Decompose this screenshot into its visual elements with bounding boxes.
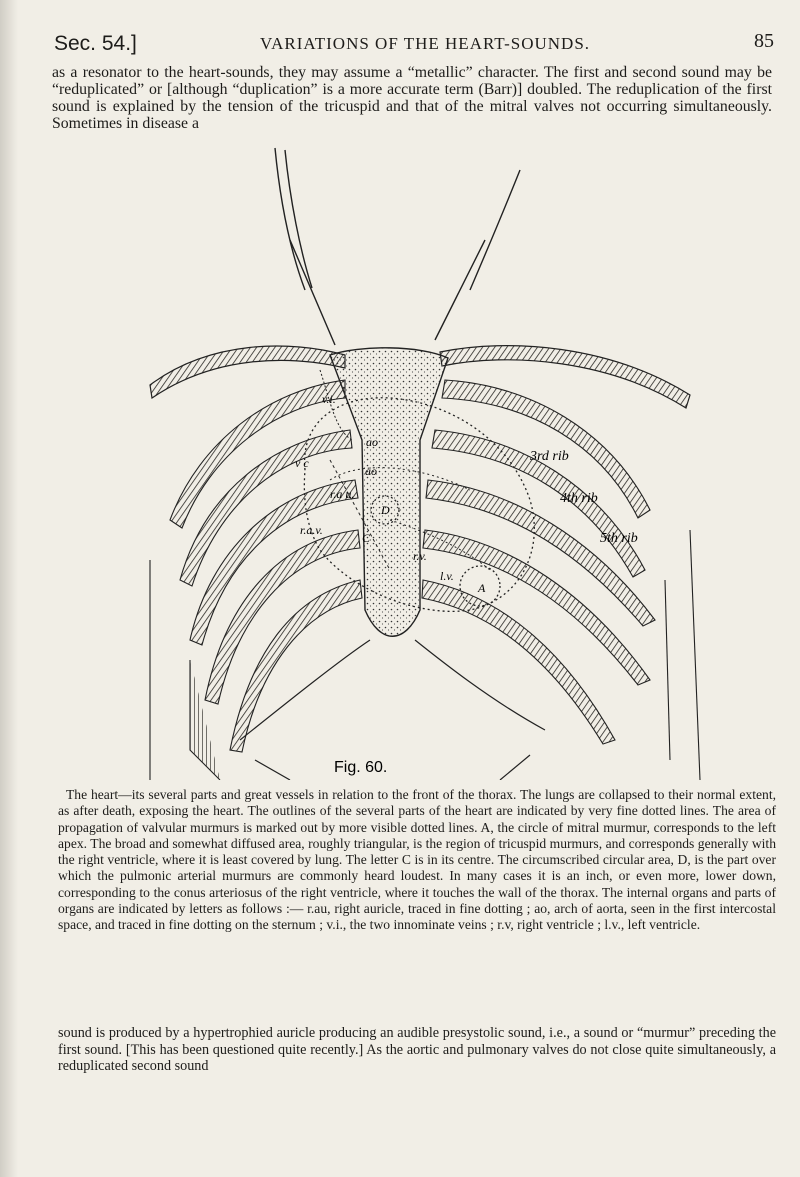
thorax-illustration <box>90 140 750 780</box>
label-rib5: 5th rib <box>600 531 638 546</box>
page-header <box>40 30 780 64</box>
right-ribs <box>150 380 362 780</box>
label-rau: r.a u. <box>330 487 355 501</box>
label-rib3: 3rd rib <box>530 449 569 464</box>
neck-outline <box>275 148 520 345</box>
body-text: sound is produced by a hypertrophied auricle producing an audible presystolic sound, i.e., a sound or “murmur” preceding the first sound. [This has been questioned quite recently.] As the aortic and pulmonary valves do not close quite simultaneously, a reduplicated second sound <box>58 1025 776 1075</box>
left-ribs <box>422 380 700 780</box>
label-a: A <box>478 581 486 595</box>
label-rib4: 4th rib <box>560 491 598 506</box>
figure-label: Fig. 60. <box>334 759 388 776</box>
label-lv: l.v. <box>440 569 454 583</box>
intro-text: as a resonator to the heart-sounds, they may assume a “metallic” character. The first and second sound may be “reduplicated” or [although “duplication” is a more accurate term (Barr)] doubled. The reduplication of the first sound is explained by the tension of the tricuspid and that of the mitral valves not occurring simultaneously. Sometimes in disease a <box>52 64 772 132</box>
label-d: D <box>381 503 390 517</box>
thorax-heart-figure <box>90 140 750 780</box>
label-vc: v c <box>295 456 309 470</box>
label-ao-lower: ao <box>365 464 377 478</box>
label-vi: v.i. <box>322 392 336 406</box>
label-ao-upper: ao <box>366 435 378 449</box>
label-c: C <box>362 531 371 545</box>
page-number: 85 <box>754 30 774 52</box>
gutter-shadow <box>0 0 18 1177</box>
label-rav: r.a.v. <box>300 523 323 537</box>
costal-arch <box>240 640 545 780</box>
section-label: Sec. 54.] <box>54 32 137 55</box>
figure-caption <box>58 787 776 934</box>
caption-text: The heart—its several parts and great vessels in relation to the front of the thorax. The lungs are collapsed to their normal extent, as after death, exposing the heart. The outlines of the several parts of the heart are indicated by very fine dotted lines. The area of propagation of valvular murmurs is marked out by more visible dotted lines. A, the circle of mitral murmur, corresponds to the left apex. The broad and somewhat diffused area, roughly triangular, is the region of tricuspid murmurs, and corresponds generally with the right ventricle, where it is least covered by lung. The letter C is in its centre. The circumscribed circular area, D, is the part over which the pulmonic arterial murmurs are commonly heard loudest. In many cases it is an inch, or even more, lower down, corresponding to the conus arteriosus of the right ventricle, where it touches the wall of the thorax. The internal organs and parts of organs are indicated by letters as follows :— r.au, right auricle, traced in fine dotting ; ao, arch of aorta, seen in the first intercostal space, and traced in fine dotting on the sternum ; v.i., the two innominate veins ; r.v, right ventricle ; l.v., left ventricle. <box>58 787 776 933</box>
intro-paragraph <box>52 64 772 132</box>
body-paragraph <box>58 1025 776 1075</box>
running-head: VARIATIONS OF THE HEART-SOUNDS. <box>260 34 591 53</box>
label-rv: r.v. <box>413 549 427 563</box>
